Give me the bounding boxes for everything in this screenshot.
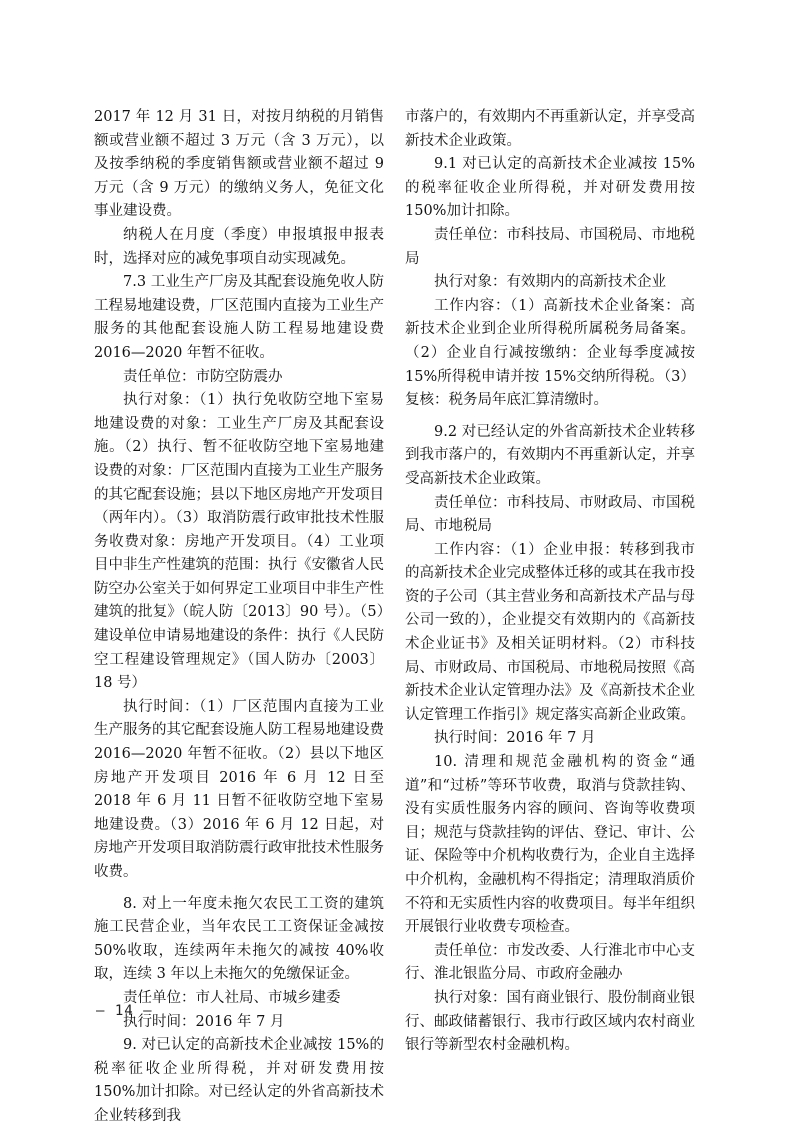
section-heading: 7.3 工业生产厂房及其配套设施免收人防工程易地建设费，厂区范围内直接为工业生产服务的其他配套设施人防工程易地建设费 2016—2020 年暂不征收。	[94, 274, 384, 361]
right-column	[405, 106, 695, 1058]
execution-target: 执行对象：国有商业银行、股份制商业银行、邮政储蓄银行、我市行政区域内农村商业银行等新型农村金融机构。	[405, 989, 695, 1054]
responsible-unit: 责任单位：市科技局、市国税局、市地税局	[405, 226, 695, 267]
paragraph: 执行时间：（1）厂区范围内直接为工业生产服务的其它配套设施人防工程易地建设费 2016—2020 年暂不征收。（2）县以下地区房地产开发项目 2016 年 6 月 12 日至 2018 年 6 月 11 日暂不征收防空地下室易地建设费。（3）2016 年 6 月 12 日起，对房地产开发项目取消防震行政审批技术性服务收费。	[94, 698, 384, 880]
section-heading: 9.2 对已经认定的外省高新技术企业转移到我市落户的，有效期内不再重新认定，并享受高新技术企业政策。	[405, 423, 695, 487]
responsible-unit: 责任单位：市人社局、市城乡建委	[123, 989, 341, 1006]
paragraph: 执行对象：（1）执行免收防空地下室易地建设费的对象：工业生产厂房及其配套设施。（2）执行、暂不征收防空地下室易地建设费的对象：厂区范围内直接为工业生产服务的其它配套设施；县以下地区房地产开发项目（两年内）。（3）取消防震行政审批技术性服务收费对象：房地产开发项目。（4）工业项目中非生产性建筑的范围：执行《安徽省人民防空办公室关于如何界定工业项目中非生产性建筑的批复》（皖人防〔2013〕90 号）。（5）建设单位申请易地建设的条件：执行《人民防空工程建设管理规定》（国人防办〔2003〕18 号）	[94, 392, 384, 692]
responsible-unit: 责任单位：市发改委、人行淮北市中心支行、淮北银监分局、市政府金融办	[405, 942, 695, 983]
work-content: 工作内容：（1）高新技术企业备案：高新技术企业到企业所得税所属税务局备案。（2）企业自行减按缴纳：企业每季度减按 15%所得税申请并按 15%交纳所得税。（3）复核：税务局年底汇算清缴时。	[405, 297, 695, 409]
responsible-unit: 责任单位：市防空防震办	[123, 368, 283, 385]
section-heading: 9.1 对已认定的高新技术企业减按 15%的税率征收企业所得税，并对研发费用按 150%加计扣除。	[405, 156, 695, 220]
work-content: 工作内容：（1）企业申报：转移到我市的高新技术企业完成整体迁移的或其在我市投资的子公司（其主营业务和高新技术产品与母公司一致的），企业提交有效期内的《高新技术企业证书》及相关证明材料。（2）市科技局、市财政局、市国税局、市地税局按照《高新技术企业认定管理办法》及《高新技术企业认定管理工作指引》规定落实高新企业政策。	[405, 541, 695, 723]
left-column	[94, 106, 384, 1129]
paragraph: 纳税人在月度（季度）申报填报申报表时，选择对应的减免事项自动实现减免。	[94, 226, 384, 267]
responsible-unit: 责任单位：市科技局、市财政局、市国税局、市地税局	[405, 494, 695, 535]
section-heading: 9. 对已认定的高新技术企业减按 15%的税率征收企业所得税，并对研发费用按 150%加计扣除。对已经认定的外省高新技术企业转移到我	[94, 1037, 384, 1124]
execution-target: 执行对象：有效期内的高新技术企业	[434, 274, 666, 291]
execution-time: 执行时间：2016 年 7 月	[123, 1013, 285, 1030]
paragraph: 2017 年 12 月 31 日，对按月纳税的月销售额或营业额不超过 3 万元（含 3 万元），以及按季纳税的季度销售额或营业额不超过 9 万元（含 9 万元）的缴纳义务人，免征文化事业建设费。	[94, 109, 384, 220]
section-heading: 8. 对上一年度未拖欠农民工工资的建筑施工民营企业，当年农民工工资保证金减按 50%收取，连续两年未拖欠的减按 40%收取，连续 3 年以上未拖欠的免缴保证金。	[94, 895, 384, 983]
page-number: – 14 –	[96, 1003, 153, 1019]
paragraph: 市落户的，有效期内不再重新认定，并享受高新技术企业政策。	[405, 109, 695, 149]
section-heading: 10. 清理和规范金融机构的资金“通道”和“过桥”等环节收费，取消与贷款挂钩、没有实质性服务内容的顾问、咨询等收费项目；规范与贷款挂钩的评估、登记、审计、公证、保险等中介机构收费行为，企业自主选择中介机构，金融机构不得指定；清理取消质价不符和无实质性内容的收费项目。每半年组织开展银行业收费专项检查。	[405, 754, 695, 936]
execution-time: 执行时间：2016 年 7 月	[434, 730, 596, 747]
